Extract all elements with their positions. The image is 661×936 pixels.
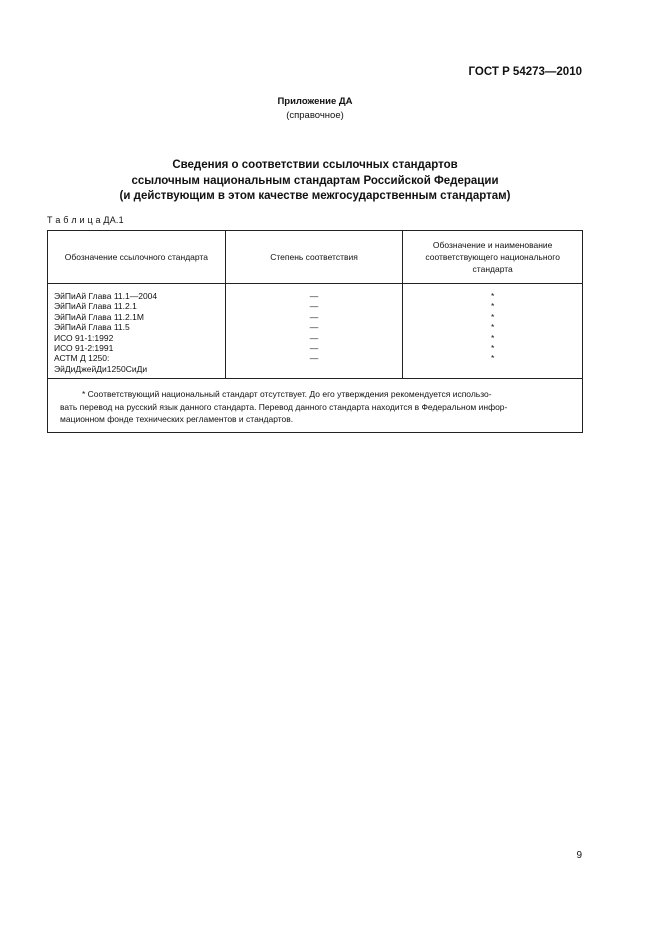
footnote-line: мационном фонде технических регламентов и стандартов. — [60, 413, 294, 424]
appendix-subtitle: (справочное) — [286, 110, 344, 121]
degree-value: — — [309, 291, 319, 301]
degree-value: — — [309, 353, 319, 364]
degree-value: — — [309, 332, 319, 343]
national-standard-value: * — [491, 353, 495, 364]
reference-standard: АСТМ Д 1250: — [54, 353, 110, 364]
national-standard-value: * — [491, 291, 495, 301]
appendix-block — [0, 95, 630, 123]
degree-value: — — [309, 322, 319, 333]
footnote-line: * Соответствующий национальный стандарт отсутствует. До его утверждения рекомендуется использо- — [82, 389, 492, 400]
degree-value: — — [309, 343, 319, 354]
column-header-reference: Обозначение ссылочного стандарта — [48, 231, 226, 284]
reference-standards-cell — [48, 284, 226, 379]
reference-standard: ЭйПиАй Глава 11.2.1 — [54, 301, 137, 312]
national-standard-value: * — [491, 343, 495, 354]
degree-cell — [225, 284, 403, 379]
national-standard-value: * — [491, 332, 495, 343]
table-footnote — [48, 379, 583, 433]
table-body-row — [48, 284, 583, 379]
national-standard-cell — [403, 284, 583, 379]
national-standard-value: * — [491, 301, 495, 312]
table-header-row — [48, 231, 583, 284]
reference-standard: ИСО 91-1:1992 — [54, 332, 114, 343]
reference-standard: ЭйПиАй Глава 11.5 — [54, 322, 130, 333]
national-standard-value: * — [491, 311, 495, 322]
heading-line: Сведения о соответствии ссылочных стандартов — [172, 159, 458, 171]
reference-standard: ЭйДиДжейДи1250СиДи — [54, 363, 148, 374]
reference-standard: ЭйПиАй Глава 11.2.1М — [54, 311, 144, 322]
reference-standard: ЭйПиАй Глава 11.1—2004 — [54, 291, 158, 301]
table-caption: Т а б л и ц а ДА.1 — [47, 215, 124, 225]
heading-line: (и действующим в этом качестве межгосударственным стандартам) — [119, 190, 511, 202]
reference-standard: ИСО 91-2:1991 — [54, 343, 114, 354]
reference-table — [47, 230, 583, 433]
footnote-line: вать перевод на русский язык данного стандарта. Перевод данного стандарта находится в Федеральном инфор- — [60, 401, 508, 412]
national-standard-value: * — [491, 322, 495, 333]
table-footnote-row — [48, 379, 583, 433]
section-heading — [0, 158, 630, 205]
heading-line: ссылочным национальным стандартам Российской Федерации — [131, 174, 499, 187]
page-number: 9 — [576, 850, 582, 861]
column-header-national: Обозначение и наименование соответствующего национального стандарта — [403, 231, 583, 284]
appendix-title: Приложение ДА — [277, 96, 353, 107]
column-header-degree: Степень соответствия — [225, 231, 403, 284]
degree-value: — — [309, 301, 319, 312]
degree-value: — — [309, 311, 319, 322]
document-code: ГОСТ Р 54273—2010 — [468, 66, 582, 78]
